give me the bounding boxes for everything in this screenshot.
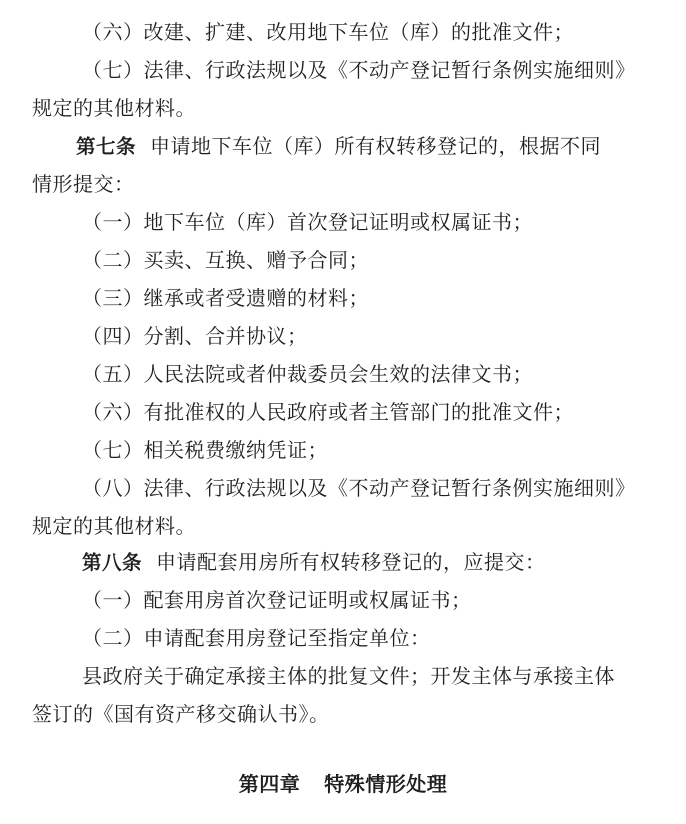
article-8-text: 申请配套用房所有权转移登记的，应提交： bbox=[156, 550, 546, 574]
article-7-item-5: （五）人民法院或者仲裁委员会生效的法律文书； bbox=[82, 362, 533, 386]
article-7-item-1: （一）地下车位（库）首次登记证明或权属证书； bbox=[82, 210, 533, 234]
article-8-paragraph bbox=[82, 546, 546, 578]
article-7-item-8: （八）法律、行政法规以及《不动产登记暂行条例实施细则》 bbox=[82, 476, 636, 500]
list-item-other-laws: （七）法律、行政法规以及《不动产登记暂行条例实施细则》 bbox=[82, 58, 636, 82]
article-8-item-1: （一）配套用房首次登记证明或权属证书； bbox=[82, 588, 472, 612]
article-7-item-6: （六）有批准权的人民政府或者主管部门的批准文件； bbox=[82, 400, 574, 424]
article-7-paragraph bbox=[76, 130, 601, 162]
article-7-text: 申请地下车位（库）所有权转移登记的，根据不同 bbox=[150, 134, 602, 158]
article-7-heading: 第七条 bbox=[76, 135, 137, 158]
list-item-continuation: 规定的其他材料。 bbox=[32, 96, 196, 120]
article-8-item-2: （二）申请配套用房登记至指定单位： bbox=[82, 626, 431, 650]
article-7-item-2: （二）买卖、互换、赠予合同； bbox=[82, 248, 369, 272]
article-7-item-3: （三）继承或者受遗赠的材料； bbox=[82, 286, 369, 310]
list-item-approval-docs: （六）改建、扩建、改用地下车位（库）的批准文件； bbox=[82, 20, 574, 44]
article-7-continuation: 情形提交： bbox=[32, 172, 135, 196]
chapter-title: 特殊情形处理 bbox=[324, 772, 448, 796]
article-8-para-1: 县政府关于确定承接主体的批复文件；开发主体与承接主体 bbox=[82, 664, 615, 688]
article-7-item-4: （四）分割、合并协议； bbox=[82, 324, 308, 348]
chapter-number: 第四章 bbox=[238, 772, 301, 796]
article-7-tail: 规定的其他材料。 bbox=[32, 514, 196, 538]
chapter-heading bbox=[0, 768, 686, 800]
article-8-para-2: 签订的《国有资产移交确认书》。 bbox=[32, 702, 330, 726]
article-8-heading: 第八条 bbox=[82, 551, 143, 574]
article-7-item-7: （七）相关税费缴纳凭证； bbox=[82, 438, 328, 462]
